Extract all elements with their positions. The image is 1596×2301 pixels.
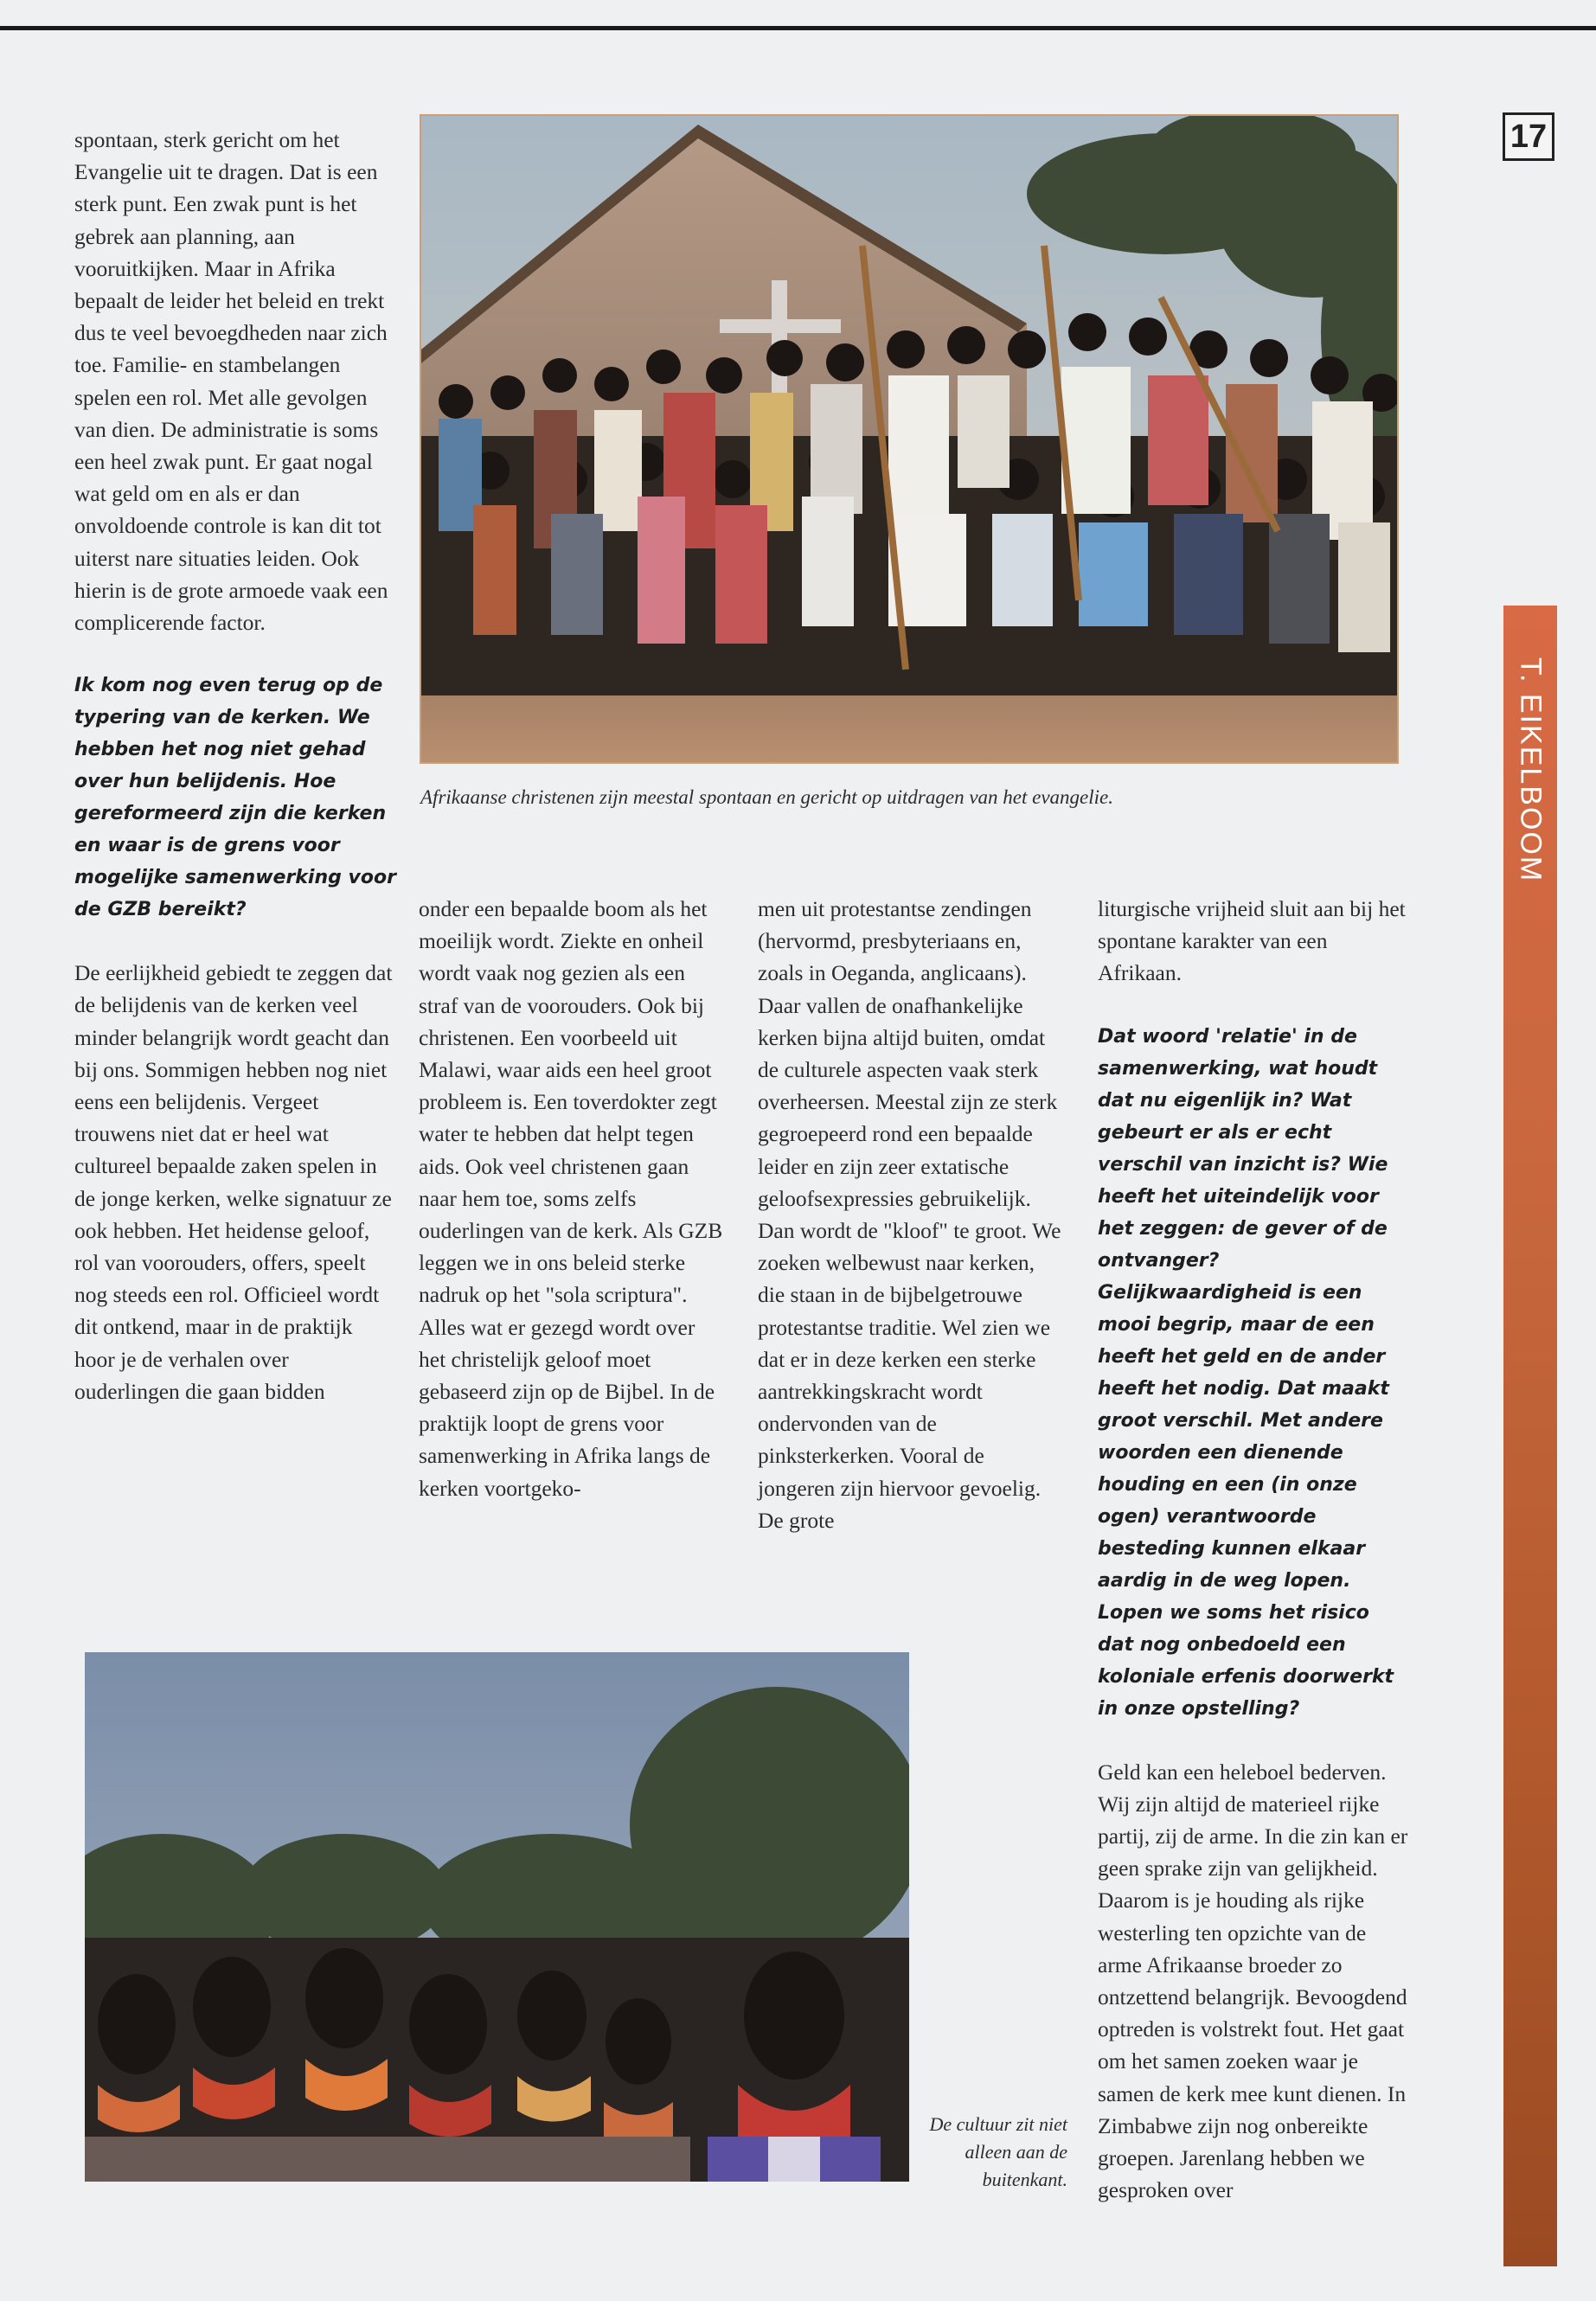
- body-paragraph: Geld kan een heleboel bederven. Wij zijn altijd de materieel rijke partij, zij de arme. In die zin kan er geen sprake zijn van gelijkheid. Daarom is je houding als rijke westerling ten opzichte van de arme Afrikaanse broeder zo ontzettend belangrijk. Bevoogdend optreden is volstrekt fout. Het gaat om het samen zoeken waar je samen de kerk mee kunt dienen. In Zimbabwe zijn nog onbereikte groepen. Jarenlang hebben we gesproken over: [1098, 1759, 1408, 2203]
- women-photo: [85, 1652, 909, 2182]
- photo-women-traditional-necklaces-icon: [85, 1652, 909, 2182]
- body-paragraph: onder een bepaalde boom als het moeilijk wordt. Ziekte en onheil wordt vaak nog gezien als een straf van de voorouders. Ook bij christenen. Een voorbeeld uit Malawi, waar aids een heel groot probleem is. Een toverdokter zegt water te hebben dat helpt tegen aids. Ook veel christenen gaan naar hem toe, soms zelfs ouderlingen van de kerk. Als GZB leggen we in ons beleid sterke nadruk op het "sola scriptura". Alles wat er gezegd wordt over het christelijk geloof moet gebaseerd zijn op de Bijbel. In de praktijk loopt de grens voor samenwerking in Afrika langs de kerken voortgeko-: [419, 896, 723, 1501]
- bottom-photo-caption: De cultuur zit niet alleen aan de buitenkant.: [929, 2113, 1067, 2190]
- author-name: T. EIKELBOOM: [1514, 657, 1548, 883]
- column-4: [1098, 893, 1409, 2206]
- body-paragraph: De eerlijkheid gebiedt te zeggen dat de belijdenis van de kerken veel minder belangrijk wordt geacht dan bij ons. Sommigen hebben nog niet eens een belijdenis. Vergeet trouwens niet dat er heel wat cultureel bepaalde zaken spelen in de jonge kerken, welke signatuur ze ook hebben. Het heidense geloof, rol van voorouders, offers, speelt nog steeds een rol. Officieel wordt dit ontkend, maar in de praktijk hoor je de verhalen over ouderlingen die gaan bidden: [74, 960, 393, 1404]
- top-rule: [0, 26, 1596, 30]
- column-2: [419, 893, 723, 1504]
- body-paragraph: spontaan, sterk gericht om het Evangelie uit te dragen. Dat is een sterk punt. Een zwak punt is het gebrek aan planning, aan vooruitkijken. Maar in Afrika bepaalt de leider het beleid en trekt dus te veel bevoegdheden naar zich toe. Familie- en stambelangen spelen een rol. Met alle gevolgen van dien. De administratie is soms een heel zwak punt. Er gaat nogal wat geld om en als er dan onvoldoende controle is kan dit tot uiterst nare situaties leiden. Ook hierin is de grote armoede vaak een complicerende factor.: [74, 127, 388, 636]
- church-photo: [420, 114, 1399, 764]
- body-paragraph: men uit protestantse zendingen (hervormd, presbyteriaans en, zoals in Oeganda, anglicaans). Daar vallen de onafhankelijke kerken bijna altijd buiten, omdat de culturele aspecten vaak sterk overheersen. Meestal zijn ze sterk gegroepeerd rond een bepaalde leider en zijn zeer extatische geloofsexpressies gebruikelijk. Dan wordt de "kloof" te groot. We zoeken welbewust naar kerken, die staan in de bijbelgetrouwe protestantse traditie. Wel zien we dat er in deze kerken een sterke aantrekkingskracht wordt ondervonden van de pinksterkerken. Vooral de jongeren zijn hiervoor gevoelig. De grote: [758, 896, 1061, 1533]
- top-photo-caption: Afrikaanse christenen zijn meestal spontaan en gericht op uitdragen van het evangelie.: [420, 786, 1114, 808]
- author-tab: [1503, 606, 1557, 2266]
- page-number: 17: [1503, 112, 1554, 161]
- photo-church-congregation-icon: [421, 116, 1397, 762]
- column-1: [74, 124, 396, 1407]
- interview-question: Ik kom nog even terug op de typering van de kerken. We hebben het nog niet gehad over hun belijdenis. Hoe gereformeerd zijn die kerken en waar is de grens voor mogelijke samenwerking voor de GZB bereikt?: [74, 675, 396, 921]
- interview-question: Dat woord 'relatie' in de samenwerking, wat houdt dat nu eigenlijk in? Wat gebeurt er als er echt verschil van inzicht is? Wie heeft het uiteindelijk voor het zeggen: de gever of de ontvanger? Gelijkwaardigheid is een mooi begrip, maar de een heeft het geld en de ander heeft het nodig. Dat maakt groot verschil. Met andere woorden een dienende houding en een (in onze ogen) verantwoorde besteding kunnen elkaar aardig in de weg lopen. Lopen we soms het risico dat nog onbedoeld een koloniale erfenis doorwerkt in onze opstelling?: [1098, 1025, 1394, 1720]
- body-paragraph: liturgische vrijheid sluit aan bij het spontane karakter van een Afrikaan.: [1098, 896, 1406, 986]
- column-3: [758, 893, 1066, 1536]
